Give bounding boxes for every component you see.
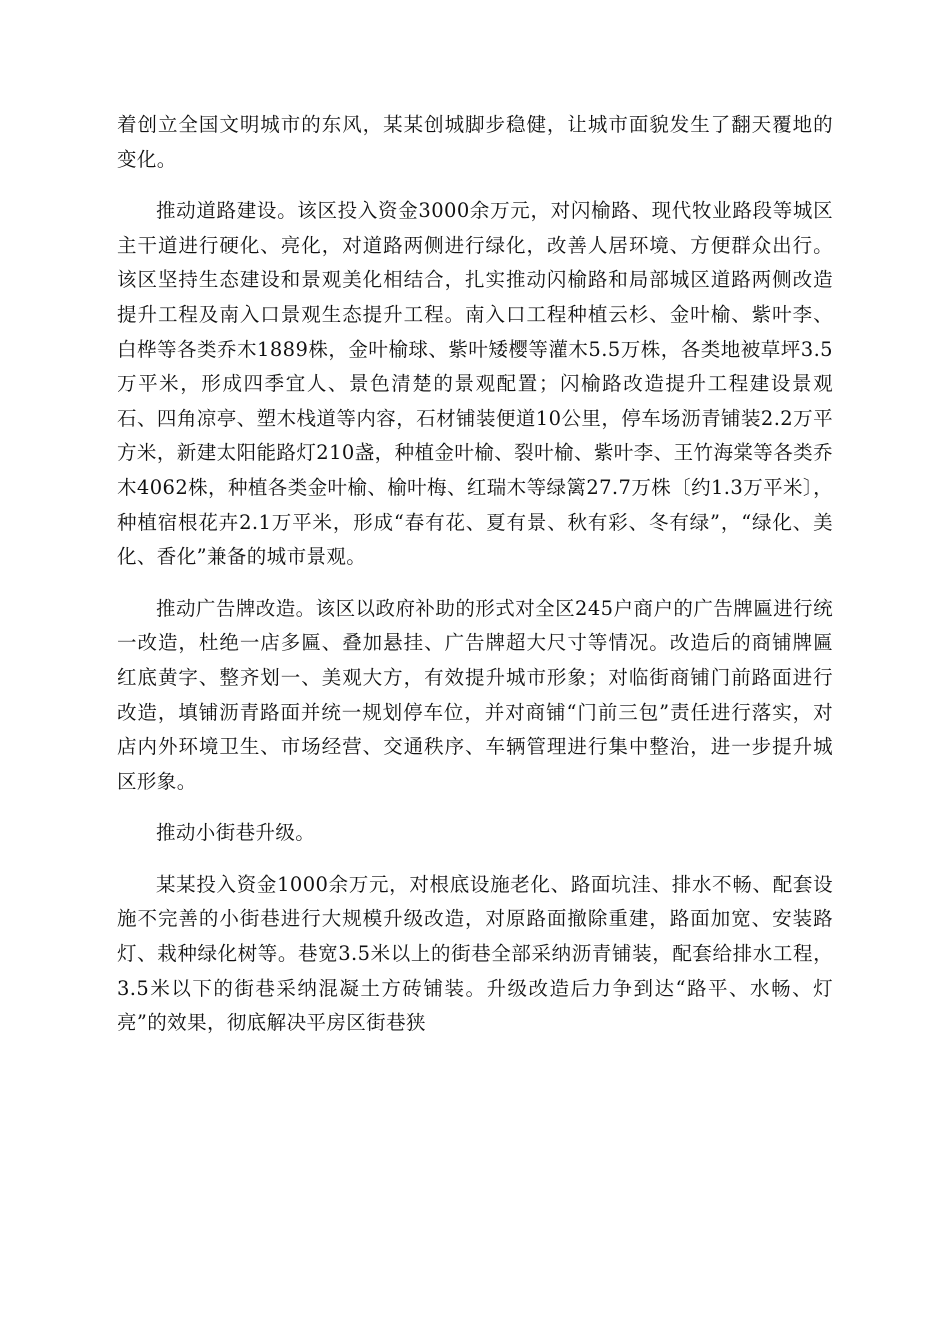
paragraph-road-construction: 推动道路建设。该区投入资金3000余万元，对闪榆路、现代牧业路段等城区主干道进行硬化、亮化，对道路两侧进行绿化，改善人居环境、方便群众出行。该区坚持生态建设和景观美化相结合，扎实推动闪榆路和局部城区道路两侧改造提升工程及南入口景观生态提升工程。南入口工程种植云杉、金叶榆、紫叶李、白桦等各类乔木1889株，金叶榆球、紫叶矮樱等灌木5.5万株，各类地被草坪3.5万平米，形成四季宜人、景色清楚的景观配置；闪榆路改造提升工程建设景观石、四角凉亭、塑木栈道等内容，石材铺装便道10公里，停车场沥青铺装2.2万平方米，新建太阳能路灯210盏，种植金叶榆、裂叶榆、紫叶李、王竹海棠等各类乔木4062株，种植各类金叶榆、榆叶梅、红瑞木等绿篱27.7万株〔约1.3万平米〕，种植宿根花卉2.1万平米，形成“春有花、夏有景、秋有彩、冬有绿”，“绿化、美化、香化”兼备的城市景观。 [117,199,833,569]
paragraph-intro-continuation: 着创立全国文明城市的东风，某某创城脚步稳健，让城市面貌发生了翻天覆地的变化。 [117,113,833,171]
paragraph-alley-upgrade-heading: 推动小街巷升级。 [156,821,316,845]
paragraph-alley-upgrade-body: 某某投入资金1000余万元，对根底设施老化、路面坑洼、排水不畅、配套设施不完善的小街巷进行大规模升级改造，对原路面撤除重建，路面加宽、安装路灯、栽种绿化树等。巷宽3.5米以上的街巷全部采纳沥青铺装，配套给排水工程，3.5米以下的街巷采纳混凝土方砖铺装。升级改造后力争到达“路平、水畅、灯亮”的效果，彻底解决平房区街巷狭 [117,872,833,1035]
document-body [117,108,833,1058]
paragraph-billboard-renovation: 推动广告牌改造。该区以政府补助的形式对全区245户商户的广告牌匾进行统一改造，杜绝一店多匾、叠加悬挂、广告牌超大尺寸等情况。改造后的商铺牌匾红底黄字、整齐划一、美观大方，有效提升城市形象；对临街商铺门前路面进行改造，填铺沥青路面并统一规划停车位，并对商铺“门前三包”责任进行落实，对店内外环境卫生、市场经营、交通秩序、车辆管理进行集中整治，进一步提升城区形象。 [117,596,833,793]
